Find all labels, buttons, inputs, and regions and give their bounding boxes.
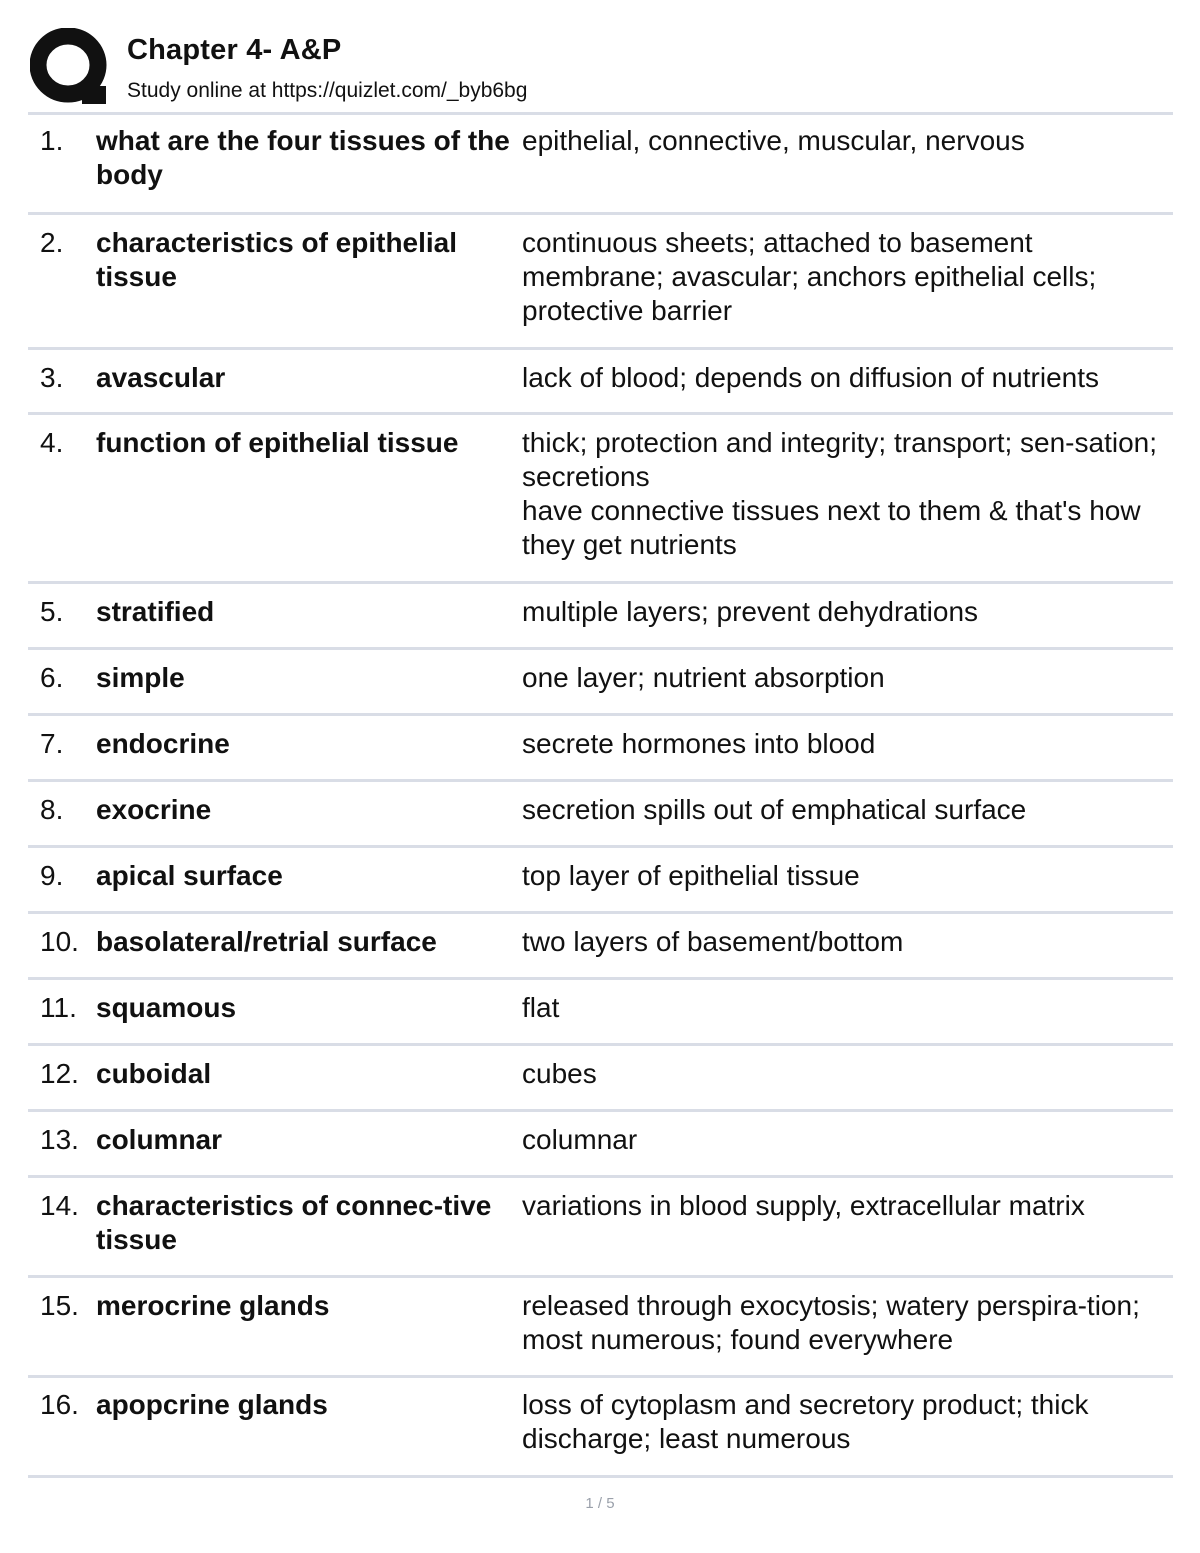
card-number: 1. bbox=[40, 125, 64, 156]
card-definition: columnar bbox=[522, 1124, 638, 1155]
card-row bbox=[28, 1178, 1173, 1278]
card-definition: released through exocytosis; watery perspira-tion; most numerous; found everywhere bbox=[522, 1290, 1140, 1355]
card-term: characteristics of epithelial tissue bbox=[96, 227, 458, 292]
card-row bbox=[28, 215, 1173, 350]
card-term: what are the four tissues of the body bbox=[96, 125, 510, 190]
card-definition: loss of cytoplasm and secretory product; thick discharge; least numerous bbox=[522, 1389, 1089, 1454]
card-term: columnar bbox=[96, 1124, 223, 1155]
card-number: 7. bbox=[40, 728, 64, 759]
card-term: stratified bbox=[96, 596, 215, 627]
card-definition: continuous sheets; attached to basement membrane; avascular; anchors epithelial cells; protective barrier bbox=[522, 227, 1097, 326]
card-number: 15. bbox=[40, 1290, 79, 1321]
document-title: Chapter 4- A&P bbox=[127, 34, 342, 66]
card-term: cuboidal bbox=[96, 1058, 212, 1089]
card-number: 4. bbox=[40, 427, 64, 458]
card-definition: cubes bbox=[522, 1058, 597, 1089]
card-term: basolateral/retrial surface bbox=[96, 926, 437, 957]
quizlet-logo-icon bbox=[30, 28, 110, 108]
card-definition: epithelial, connective, muscular, nervous bbox=[522, 125, 1025, 156]
card-term: avascular bbox=[96, 362, 226, 393]
card-definition: top layer of epithelial tissue bbox=[522, 860, 860, 891]
card-row bbox=[28, 1378, 1173, 1478]
card-row bbox=[28, 115, 1173, 215]
card-number: 14. bbox=[40, 1190, 79, 1221]
card-number: 13. bbox=[40, 1124, 79, 1155]
card-definition: one layer; nutrient absorption bbox=[522, 662, 885, 693]
card-row bbox=[28, 350, 1173, 415]
card-number: 8. bbox=[40, 794, 64, 825]
card-row bbox=[28, 1278, 1173, 1378]
card-term: exocrine bbox=[96, 794, 212, 825]
card-term: characteristics of connec-tive tissue bbox=[96, 1190, 492, 1255]
card-row bbox=[28, 782, 1173, 848]
card-row bbox=[28, 415, 1173, 584]
card-row bbox=[28, 716, 1173, 782]
card-definition: secrete hormones into blood bbox=[522, 728, 876, 759]
card-row bbox=[28, 1046, 1173, 1112]
card-number: 6. bbox=[40, 662, 64, 693]
card-row bbox=[28, 914, 1173, 980]
document-header bbox=[30, 28, 1172, 108]
card-row bbox=[28, 584, 1173, 650]
card-number: 5. bbox=[40, 596, 64, 627]
card-definition: thick; protection and integrity; transport; sen-sation; secretions have connective tissues next to them & that's how they get nutrients bbox=[522, 427, 1157, 560]
card-definition: variations in blood supply, extracellular matrix bbox=[522, 1190, 1085, 1221]
card-term: function of epithelial tissue bbox=[96, 427, 459, 458]
card-number: 16. bbox=[40, 1389, 79, 1420]
card-term: apopcrine glands bbox=[96, 1389, 328, 1420]
card-row bbox=[28, 848, 1173, 914]
card-term: simple bbox=[96, 662, 185, 693]
page-number: 1 / 5 bbox=[585, 1495, 615, 1512]
card-definition: secretion spills out of emphatical surface bbox=[522, 794, 1027, 825]
card-definition: flat bbox=[522, 992, 560, 1023]
card-definition: two layers of basement/bottom bbox=[522, 926, 904, 957]
card-number: 3. bbox=[40, 362, 64, 393]
card-row bbox=[28, 650, 1173, 716]
card-number: 9. bbox=[40, 860, 64, 891]
card-row bbox=[28, 980, 1173, 1046]
card-term: merocrine glands bbox=[96, 1290, 330, 1321]
card-number: 11. bbox=[40, 992, 77, 1023]
card-definition: multiple layers; prevent dehydrations bbox=[522, 596, 979, 627]
card-row bbox=[28, 1112, 1173, 1178]
flashcard-list bbox=[28, 112, 1173, 1478]
study-online-link[interactable]: Study online at https://quizlet.com/_byb6bg bbox=[127, 79, 528, 102]
card-number: 2. bbox=[40, 227, 64, 258]
card-definition: lack of blood; depends on diffusion of nutrients bbox=[522, 362, 1099, 393]
card-term: endocrine bbox=[96, 728, 230, 759]
card-term: squamous bbox=[96, 992, 237, 1023]
card-number: 12. bbox=[40, 1058, 79, 1089]
card-term: apical surface bbox=[96, 860, 283, 891]
card-number: 10. bbox=[40, 926, 79, 957]
